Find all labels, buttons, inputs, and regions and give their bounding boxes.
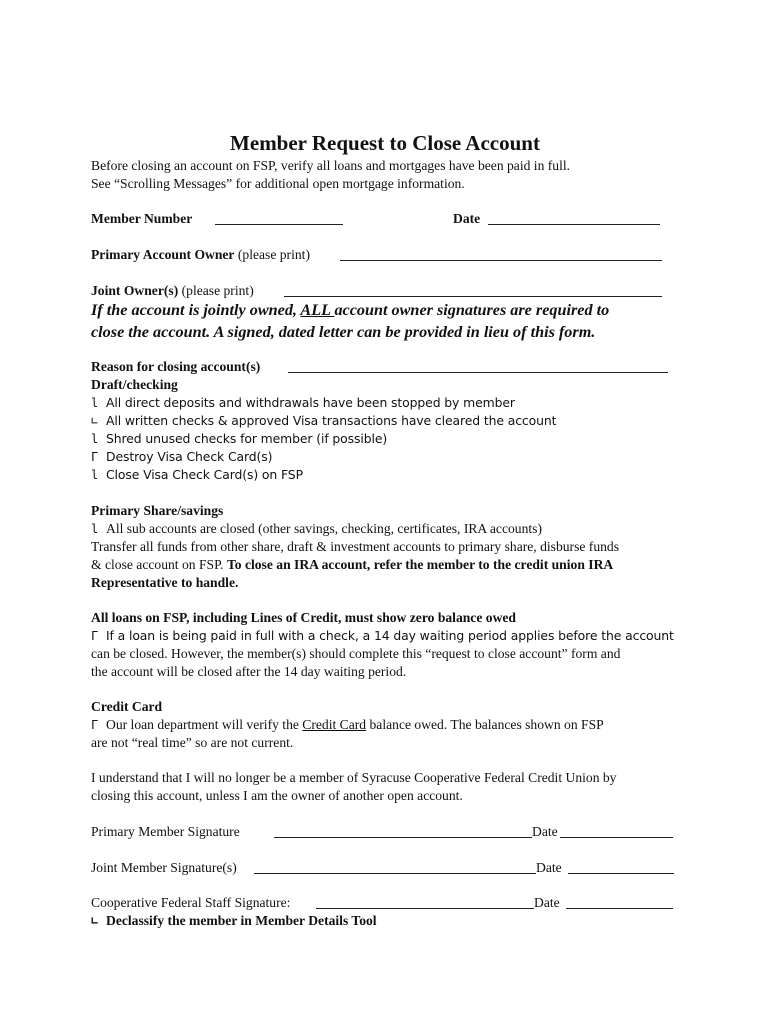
primary-signature-field[interactable]	[274, 825, 532, 838]
understand-line-2: closing this account, unless I am the owner of another open account.	[91, 788, 463, 803]
declassify-item[interactable]: ∟ Declassify the member in Member Details Tool	[91, 913, 377, 928]
primary-signature-label: Primary Member Signature	[91, 824, 240, 839]
loans-line-3: the account will be closed after the 14 day waiting period.	[91, 664, 407, 679]
joint-owner-field[interactable]	[284, 284, 662, 297]
draft-item[interactable]: l Close Visa Check Card(s) on FSP	[91, 467, 303, 482]
credit-line-2: are not “real time” so are not current.	[91, 735, 294, 750]
joint-signature-field[interactable]	[254, 861, 536, 874]
staff-signature-label: Cooperative Federal Staff Signature:	[91, 895, 291, 910]
checkbox-icon: ∟	[91, 914, 99, 928]
checkbox-icon: l	[91, 468, 99, 482]
joint-notice-line-1: If the account is jointly owned, ALL account owner signatures are required to	[91, 301, 610, 319]
member-number-label: Member Number	[91, 211, 193, 226]
primary-owner-field[interactable]	[340, 248, 662, 261]
reason-label: Reason for closing account(s)	[91, 359, 261, 374]
primary-date-field[interactable]	[560, 825, 673, 838]
staff-signature-field[interactable]	[316, 896, 534, 909]
reason-field[interactable]	[288, 360, 668, 373]
primary-date-label: Date	[532, 824, 558, 839]
staff-date-field[interactable]	[566, 896, 673, 909]
loans-heading: All loans on FSP, including Lines of Credit, must show zero balance owed	[91, 610, 516, 625]
checkbox-icon: Г	[91, 718, 99, 732]
share-line-3: Representative to handle.	[91, 575, 239, 590]
checkbox-icon: l	[91, 432, 99, 446]
joint-date-field[interactable]	[568, 861, 674, 874]
share-item[interactable]: l All sub accounts are closed (other savings, checking, certificates, IRA accounts)	[91, 521, 542, 536]
checkbox-icon: l	[91, 522, 99, 536]
checkbox-icon: Г	[91, 450, 99, 464]
loans-item[interactable]: Г If a loan is being paid in full with a check, a 14 day waiting period applies before the account	[91, 628, 674, 643]
intro-line-2: See “Scrolling Messages” for additional open mortgage information.	[91, 176, 465, 191]
draft-item[interactable]: Г Destroy Visa Check Card(s)	[91, 449, 273, 464]
checkbox-icon: Г	[91, 629, 99, 643]
joint-owner-label: Joint Owner(s) (please print)	[91, 283, 254, 298]
joint-signature-label: Joint Member Signature(s)	[91, 860, 237, 875]
intro-line-1: Before closing an account on FSP, verify all loans and mortgages have been paid in full.	[91, 158, 571, 173]
understand-line-1: I understand that I will no longer be a member of Syracuse Cooperative Federal Credit Union by	[91, 770, 617, 785]
draft-heading: Draft/checking	[91, 377, 178, 392]
credit-heading: Credit Card	[91, 699, 163, 714]
page-title: Member Request to Close Account	[230, 131, 540, 155]
checkbox-icon: ∟	[91, 414, 99, 428]
draft-item[interactable]: l Shred unused checks for member (if possible)	[91, 431, 388, 446]
draft-item[interactable]: l All direct deposits and withdrawals have been stopped by member	[91, 395, 515, 410]
joint-date-label: Date	[536, 860, 562, 875]
checkbox-icon: l	[91, 396, 99, 410]
share-line-2: & close account on FSP. To close an IRA account, refer the member to the credit union IRA	[91, 557, 614, 572]
draft-item[interactable]: ∟ All written checks & approved Visa transactions have cleared the account	[91, 413, 557, 428]
member-number-field[interactable]	[215, 212, 343, 225]
share-heading: Primary Share/savings	[91, 503, 224, 518]
credit-item[interactable]: Г Our loan department will verify the Credit Card balance owed. The balances shown on FSP	[91, 717, 604, 732]
joint-notice-line-2: close the account. A signed, dated letter can be provided in lieu of this form.	[91, 323, 596, 341]
loans-line-2: can be closed. However, the member(s) should complete this “request to close account” form and	[91, 646, 621, 661]
date-label: Date	[453, 211, 481, 226]
date-field[interactable]	[488, 212, 660, 225]
staff-date-label: Date	[534, 895, 560, 910]
primary-owner-label: Primary Account Owner (please print)	[91, 247, 310, 262]
share-line-1: Transfer all funds from other share, draft & investment accounts to primary share, disburse funds	[91, 539, 620, 554]
